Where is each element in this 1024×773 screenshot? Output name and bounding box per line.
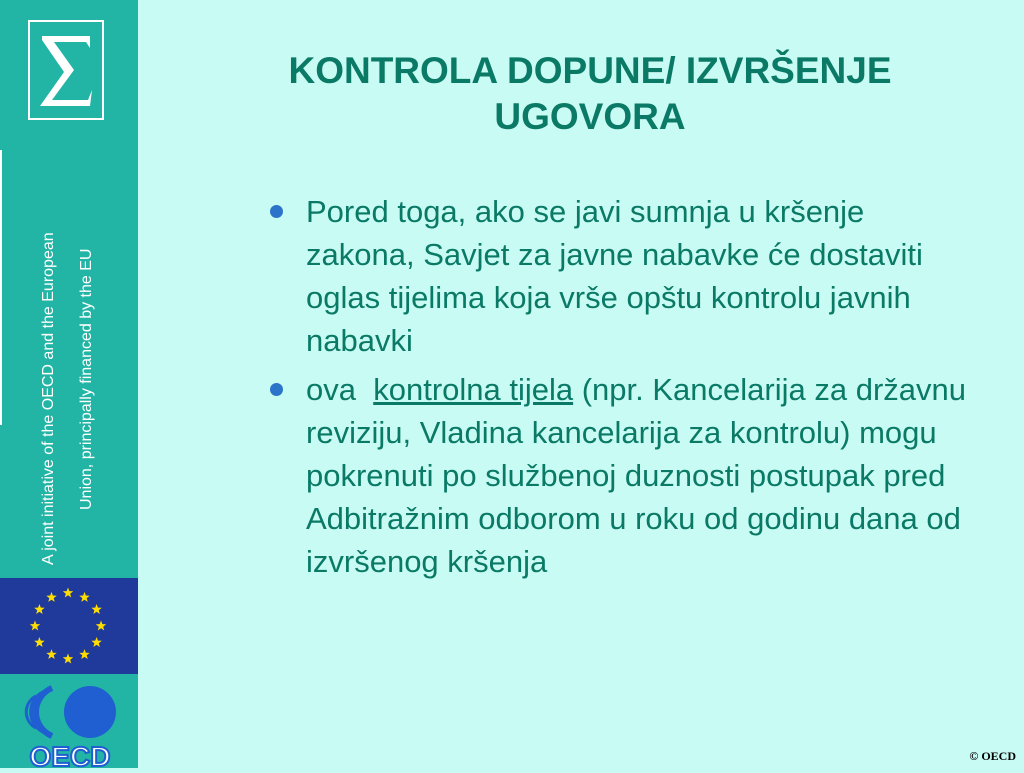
eu-star-icon bbox=[34, 604, 44, 614]
eu-star-icon bbox=[96, 621, 106, 631]
bullet-dot-icon bbox=[270, 383, 283, 396]
bullet-suffix: (npr. Kancelarija za državnu reviziju, Vladina kancelarija za kontrolu) mogu pokrenuti po službenoj duznosti postupak pred Adbitražnim odborom u roku od godinu dana od izvršenog kršenja bbox=[306, 372, 975, 579]
eu-flag-icon bbox=[0, 578, 138, 674]
list-item bbox=[268, 368, 975, 583]
eu-star-icon bbox=[91, 637, 101, 647]
copyright-footer: © OECD bbox=[969, 749, 1016, 763]
sidebar-financed-text: Union, principally financed by the EU bbox=[78, 248, 95, 510]
eu-star-icon bbox=[91, 604, 101, 614]
title-line-2: UGOVORA bbox=[494, 96, 686, 137]
bullet-dot-icon bbox=[270, 205, 283, 218]
kontrolna-tijela-link[interactable]: kontrolna tijela bbox=[373, 372, 574, 407]
eu-star-icon bbox=[46, 592, 56, 602]
title-line-1: KONTROLA DOPUNE/ IZVRŠENJE bbox=[288, 50, 892, 91]
oecd-logo-text: OECD bbox=[29, 741, 111, 768]
sidebar-initiative-text: A joint initiative of the OECD and the European bbox=[40, 232, 57, 565]
bullet-prefix: ova bbox=[306, 372, 374, 407]
eu-star-icon bbox=[30, 621, 40, 631]
oecd-logo-icon bbox=[22, 680, 118, 768]
list-item bbox=[268, 190, 968, 362]
eu-star-icon bbox=[79, 649, 89, 659]
sigma-logo-icon bbox=[28, 20, 104, 120]
eu-star-icon bbox=[34, 637, 44, 647]
bullet-text: Pored toga, ako se javi sumnja u kršenje zakona, Savjet za javne nabavke će dostaviti oglas tijelima koja vrše opštu kontrolu javnih nabavki bbox=[306, 194, 923, 358]
eu-star-icon bbox=[46, 649, 56, 659]
eu-star-icon bbox=[63, 588, 73, 598]
eu-star-icon bbox=[63, 654, 73, 664]
sidebar-divider bbox=[0, 150, 2, 425]
sidebar bbox=[0, 0, 138, 768]
page-title bbox=[170, 48, 1010, 140]
eu-star-icon bbox=[79, 592, 89, 602]
bullet-list bbox=[268, 190, 975, 589]
bullet-text bbox=[306, 368, 975, 583]
